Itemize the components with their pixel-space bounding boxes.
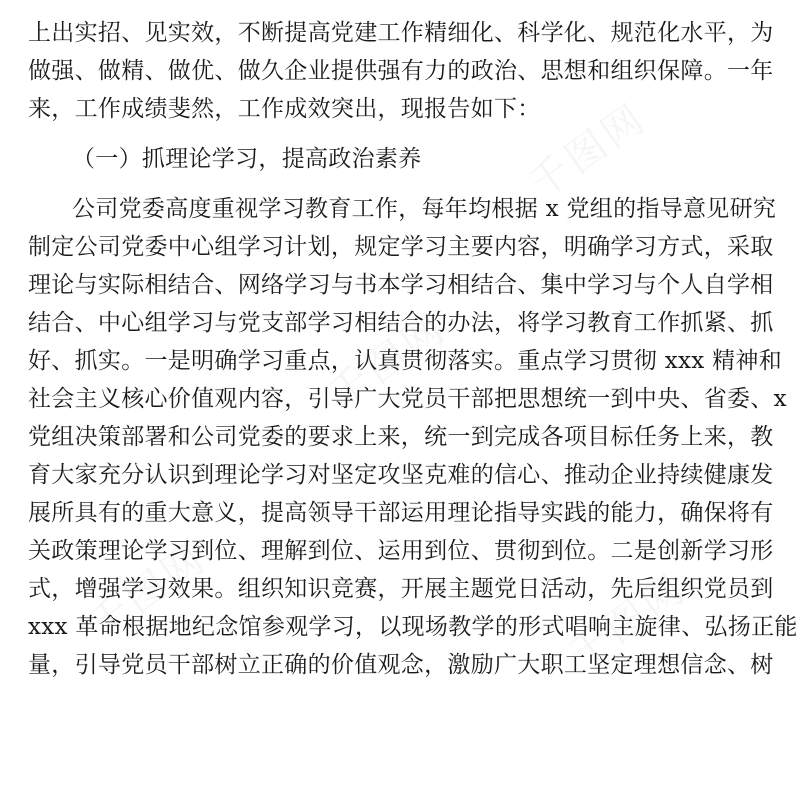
watermark: 千图网 [80, 534, 216, 649]
body-text-line: 结合、中心组学习与党支部学习相结合的办法，将学习教育工作抓紧、抓 [28, 310, 774, 336]
body-text-line: 上出实招、见实效，不断提高党建工作精细化、科学化、规范化水平，为 [28, 20, 774, 46]
section-heading: （一）抓理论学习，提高政治素养 [72, 146, 422, 172]
body-text-line: 社会主义核心价值观内容，引导广大党员干部把思想统一到中央、省委、x [28, 386, 787, 412]
watermark: 千图网 [320, 304, 456, 419]
body-text-line: 公司党委高度重视学习教育工作，每年均根据 x 党组的指导意见研究 [72, 196, 777, 222]
body-text-line: 制定公司党委中心组学习计划，规定学习主要内容，明确学习方式，采取 [28, 234, 774, 260]
body-text-line: 展所具有的重大意义，提高领导干部运用理论指导实践的能力，确保将有 [28, 500, 774, 526]
body-text-line: 党组决策部署和公司党委的要求上来，统一到完成各项目标任务上来，教 [28, 424, 774, 450]
body-text-line: 理论与实际相结合、网络学习与书本学习相结合、集中学习与个人自学相 [28, 272, 774, 298]
body-text-line: 量，引导党员干部树立正确的价值观念，激励广大职工坚定理想信念、树 [28, 652, 774, 678]
body-text-line: 关政策理论学习到位、理解到位、运用到位、贯彻到位。二是创新学习形 [28, 538, 774, 564]
watermark: 千图网 [520, 94, 656, 209]
body-text-line: 式，增强学习效果。组织知识竞赛，开展主题党日活动，先后组织党员到 [28, 576, 774, 602]
body-text-line: 好、抓实。一是明确学习重点，认真贯彻落实。重点学习贯彻 xxx 精神和 [28, 348, 783, 374]
body-text-line: 来，工作成绩斐然，工作成效突出，现报告如下： [28, 96, 541, 122]
body-text-line: xxx 革命根据地纪念馆参观学习，以现场教学的形式唱响主旋律、弘扬正能 [28, 614, 798, 640]
watermark: 千图网 [560, 564, 696, 679]
body-text-line: 育大家充分认识到理论学习对坚定攻坚克难的信心、推动企业持续健康发 [28, 462, 774, 488]
body-text-line: 做强、做精、做优、做久企业提供强有力的政治、思想和组织保障。一年 [28, 58, 774, 84]
